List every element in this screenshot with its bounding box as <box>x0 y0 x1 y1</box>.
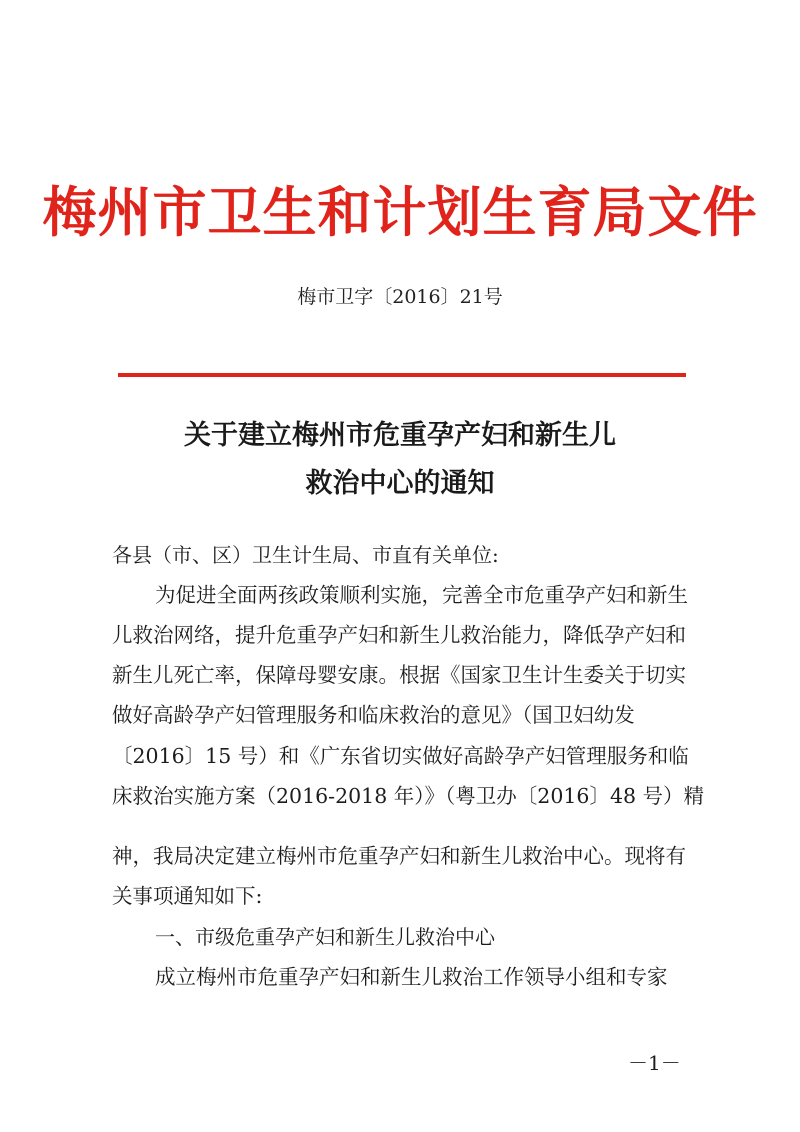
notice-title-line-2: 救治中心的通知 <box>305 468 495 499</box>
red-divider-line <box>118 373 686 377</box>
paragraph-line: 成立梅州市危重孕产妇和新生儿救治工作领导小组和专家 <box>155 965 668 989</box>
paragraph-line: 为促进全面两孩政策顺利实施，完善全市危重孕产妇和新生 <box>155 583 688 607</box>
paragraph-line: 〔2016〕15 号）和《广东省切实做好高龄孕产妇管理服务和临 <box>112 744 689 768</box>
section-heading: 一、市级危重孕产妇和新生儿救治中心 <box>155 925 495 949</box>
salutation: 各县（市、区）卫生计生局、市直有关单位: <box>112 543 499 567</box>
paragraph-line: 关事项通知如下: <box>112 884 263 908</box>
paragraph-line: 儿救治网络，提升危重孕产妇和新生儿救治能力，降低孕产妇和 <box>112 623 686 647</box>
paragraph-line: 做好高龄孕产妇管理服务和临床救治的意见》（国卫妇幼发 <box>112 703 635 727</box>
paragraph-line: 床救治实施方案（2016-2018 年）》（粤卫办〔2016〕48 号）精 <box>112 784 705 808</box>
notice-title <box>0 412 800 508</box>
issuer-title: 梅州市卫生和计划生育局文件 <box>42 180 758 244</box>
paragraph-line: 新生儿死亡率，保障母婴安康。根据《国家卫生计生委关于切实 <box>112 663 686 687</box>
paragraph-line: 神，我局决定建立梅州市危重孕产妇和新生儿救治中心。现将有 <box>112 844 686 868</box>
notice-title-line-1: 关于建立梅州市危重孕产妇和新生儿 <box>184 420 616 451</box>
page-number: －1－ <box>628 1051 681 1075</box>
document-number: 梅市卫字〔2016〕21号 <box>297 286 503 308</box>
